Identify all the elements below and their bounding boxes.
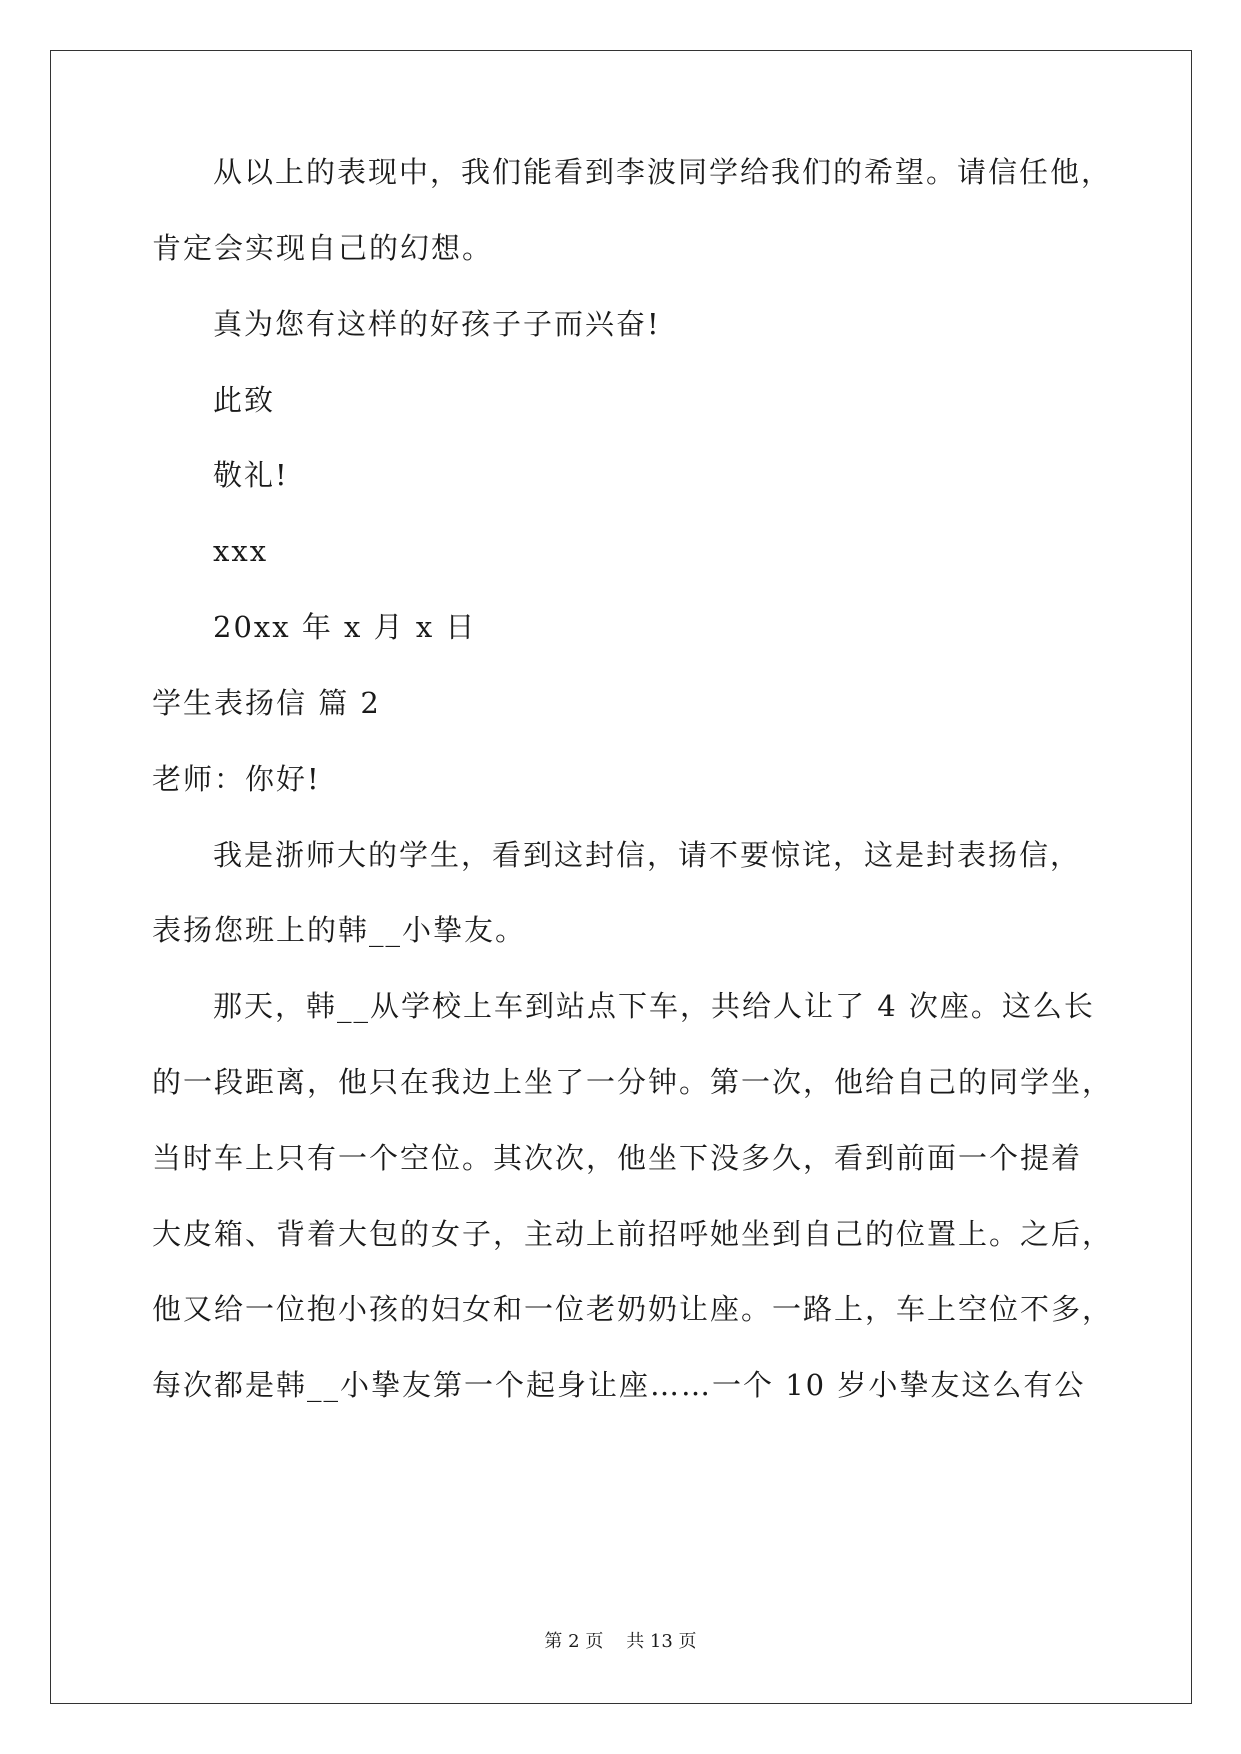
salutation-line: 敬礼! <box>213 458 289 492</box>
paragraph-line: 当时车上只有一个空位。其次次，他坐下没多久，看到前面一个提着 <box>152 1141 1083 1175</box>
paragraph-line: 的一段距离，他只在我边上坐了一分钟。第一次，他给自己的同学坐， <box>152 1065 1114 1099</box>
paragraph-line: 他又给一位抱小孩的妇女和一位老奶奶让座。一路上，车上空位不多， <box>152 1292 1114 1326</box>
signature-line: xxx <box>213 534 269 568</box>
closing-line: 此致 <box>213 383 276 417</box>
paragraph-line: 从以上的表现中，我们能看到李波同学给我们的希望。请信任他， <box>213 155 1113 189</box>
paragraph-line: 那天，韩__从学校上车到站点下车，共给人让了 4 次座。这么长 <box>213 989 1095 1023</box>
section-heading: 学生表扬信 篇 2 <box>152 686 381 720</box>
paragraph-line: 每次都是韩__小挚友第一个起身让座……一个 10 岁小挚友这么有公 <box>152 1368 1086 1402</box>
greeting-line: 老师：你好! <box>152 762 321 796</box>
paragraph-line: 肯定会实现自己的幻想。 <box>152 231 494 265</box>
paragraph-line: 我是浙师大的学生，看到这封信，请不要惊诧，这是封表扬信， <box>213 838 1082 872</box>
page-number: 第 2 页 共 13 页 <box>544 1631 697 1652</box>
page-border <box>50 50 1192 1704</box>
paragraph-line: 真为您有这样的好孩子子而兴奋! <box>213 307 661 341</box>
date-line: 20xx 年 x 月 x 日 <box>213 610 477 644</box>
paragraph-line: 表扬您班上的韩__小挚友。 <box>152 913 527 947</box>
paragraph-line: 大皮箱、背着大包的女子，主动上前招呼她坐到自己的位置上。之后， <box>152 1217 1114 1251</box>
